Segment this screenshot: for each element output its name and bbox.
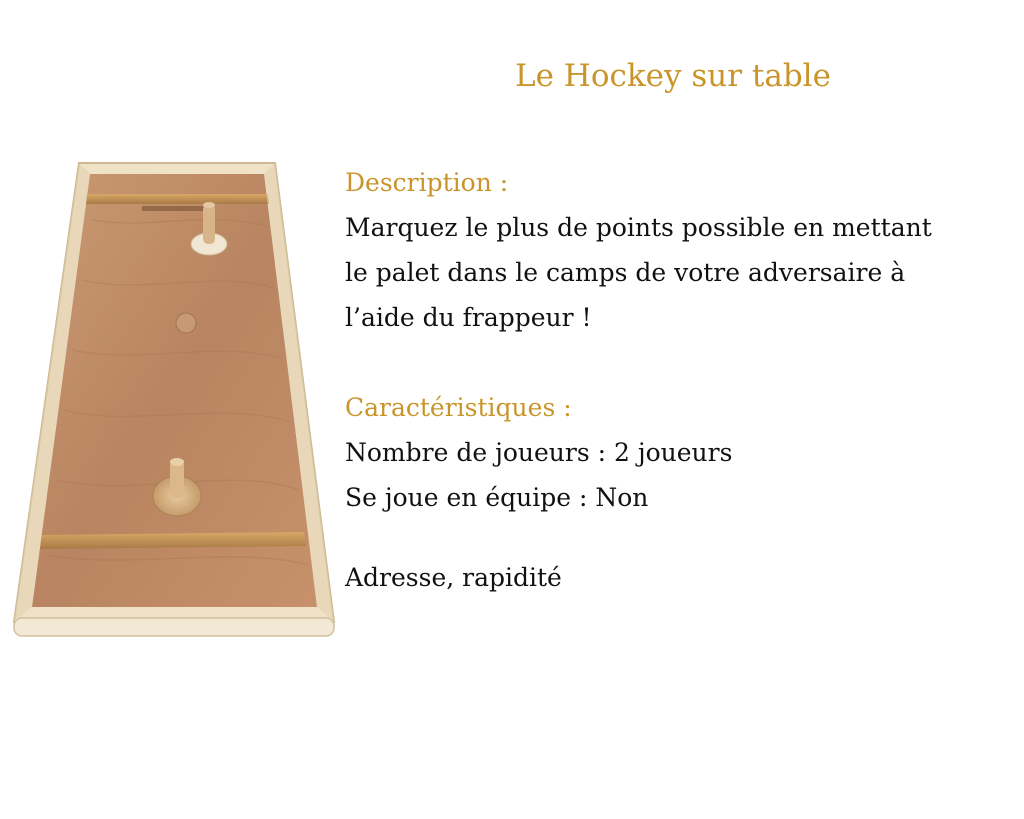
text-content [345, 160, 1015, 600]
players-count: Nombre de joueurs : 2 joueurs [345, 438, 733, 467]
description-heading: Description : [345, 168, 509, 197]
top-goal-slot [142, 206, 204, 211]
description-line-1: Marquez le plus de points possible en mettant [345, 213, 932, 242]
team-play: Se joue en équipe : Non [345, 483, 649, 512]
puck [176, 313, 196, 333]
spacer [345, 520, 1015, 555]
skills-text: Adresse, rapidité [345, 563, 562, 592]
characteristics-heading: Caractéristiques : [345, 393, 572, 422]
hockey-board-illustration [12, 160, 342, 640]
board-front-rail [14, 618, 334, 636]
description-line-3: l’aide du frappeur ! [345, 303, 592, 332]
page-title: Le Hockey sur table [515, 58, 831, 94]
spacer [345, 340, 1015, 385]
top-bar [86, 194, 269, 204]
description-line-2: le palet dans le camps de votre adversaire à [345, 258, 906, 287]
